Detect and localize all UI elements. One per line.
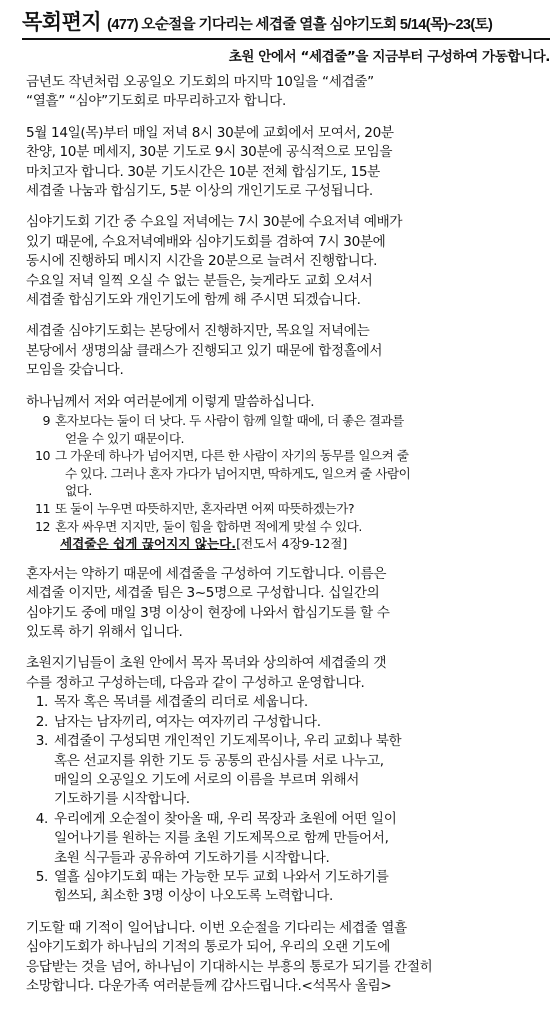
step-number: 1. [35,694,48,711]
step-item [26,732,546,810]
scripture-passage [26,412,546,553]
verse-text [55,518,362,536]
step-item [26,810,546,868]
paragraph-line: 혼자서는 약하기 때문에 세겹줄을 구성하여 기도합니다. 이름은 [26,565,387,582]
step-number: 4. [35,810,48,827]
paragraph-line: 있도록 하기 위해서 입니다. [26,624,183,641]
step-item [26,868,546,907]
step-text [54,810,397,868]
step-text [54,868,389,907]
scripture-intro: 하나님께서 저와 여러분에게 이렇게 말씀하십니다. [26,393,315,410]
verse-text [55,500,354,518]
step-text [54,693,308,712]
verse-line: 수 있다. 그러나 혼자 가다가 넘어지면, 딱하게도, 일으켜 줄 사람이 [65,465,411,481]
step-number: 2. [35,713,48,730]
paragraph-line: 5월 14일(목)부터 매일 저녁 8시 30분에 교회에서 모여서, 20분 [26,124,394,141]
step-line: 우리에게 오순절이 찾아올 때, 우리 목장과 초원에 어떤 일이 [54,810,397,827]
paragraph-team-size [26,565,546,643]
paragraph-line: 세겹줄 합심기도와 개인기도에 함께 해 주시면 되겠습니다. [26,292,361,309]
verse-closing-line [26,535,546,553]
paragraph-line: 심야기도 중에 매일 3명 이상이 현장에 나와서 합심기도를 할 수 [26,604,390,621]
paragraph-line: 심야기도회가 하나님의 기적의 통로가 되어, 우리의 오랜 기도에 [26,939,391,956]
letter-header [22,6,550,40]
step-number: 5. [35,868,48,885]
paragraph-closing [26,919,546,997]
verse-number: 12 [34,518,50,534]
paragraph-schedule [26,124,546,202]
step-item [26,693,546,712]
verse-line: 없다. [65,483,92,499]
paragraph-line: 소망합니다. 다운가족 여러분들께 감사드립니다.<석목사 올림> [26,977,392,994]
paragraph-intro [26,73,546,112]
step-line: 열흘 심야기도회 때는 가능한 모두 교회 나와서 기도하기를 [54,868,389,885]
paragraph-line: 초원지기님들이 초원 안에서 목자 목녀와 상의하여 세겹줄의 갯 [26,655,387,672]
paragraph-line: 본당에서 생명의삶 클래스가 진행되고 있기 때문에 합정홀에서 [26,342,383,359]
verse-line: 혼자 싸우면 지지만, 둘이 힘을 합하면 적에게 맞설 수 있다. [55,518,362,534]
step-text [54,713,321,732]
scripture-verse [26,447,546,500]
paragraph-line: 동시에 진행하되 메시지 시간을 20분으로 늘려서 진행합니다. [26,253,378,270]
scripture-verse [26,412,546,447]
paragraph-line: “열흘” “심야”기도회로 마무리하고자 합니다. [26,93,286,110]
step-line: 힘쓰되, 최소한 3명 이상이 나오도록 노력합니다. [54,888,333,905]
letter-label: 목회편지 [22,11,102,34]
paragraph-line: 세겹줄 심야기도회는 본당에서 진행하지만, 목요일 저녁에는 [26,323,370,340]
paragraph-line: 수요일 저녁 일찍 오실 수 없는 분들은, 늦게라도 교회 오셔서 [26,272,373,289]
step-line: 혹은 선교지를 위한 기도 등 공통의 관심사를 서로 나누고, [54,752,384,769]
step-text [54,732,401,810]
paragraph-location [26,322,546,380]
paragraph-line: 찬양, 10분 메세지, 30분 기도로 9시 30분에 공식적으로 모임을 [26,144,393,161]
step-line: 목자 혹은 목녀를 세겹줄의 리더로 세웁니다. [54,694,308,711]
verse-number: 9 [42,413,50,429]
paragraph-line: 수를 정하고 구성하는데, 다음과 같이 구성하고 운영합니다. [26,674,365,691]
paragraph-line: 모임을 갖습니다. [26,362,124,379]
paragraph-line: 응답받는 것을 넘어, 하나님이 기대하시는 부흥의 통로가 되기를 간절히 [26,958,433,975]
step-line: 초원 식구들과 공유하여 기도하기를 시작합니다. [54,849,330,866]
verse-line: 또 둘이 누우면 따뜻하지만, 혼자라면 어찌 따뜻하겠는가? [55,501,355,517]
verse-number: 10 [34,448,50,464]
paragraph-line: 기도할 때 기적이 일어납니다. 이번 오순절을 기다리는 세겹줄 열흘 [26,919,407,936]
scripture-verse [26,518,546,536]
step-line: 남자는 남자끼리, 여자는 여자끼리 구성합니다. [54,713,321,730]
paragraph-wednesday [26,213,546,310]
step-number: 3. [35,733,48,750]
step-line: 기도하기를 시작합니다. [54,791,190,808]
verse-reference: [전도서 4장9-12절] [236,536,348,552]
paragraph-line: 세겹줄 나눔과 합심기도, 5분 이상의 개인기도로 구성됩니다. [26,183,373,200]
verse-number: 11 [34,501,50,517]
letter-subheading: 초원 안에서 “세겹줄”을 지금부터 구성하여 가동합니다. [228,49,550,65]
paragraph-line: 금년도 작년처럼 오공일오 기도회의 마지막 10일을 “세겹줄” [26,74,374,90]
step-line: 세겹줄이 구성되면 개인적인 기도제목이나, 우리 교회나 북한 [54,733,402,750]
paragraph-line: 세겹줄 이지만, 세겹줄 팀은 3~5명으로 구성합니다. 십일간의 [26,585,380,602]
verse-line: 그 가운데 하나가 넘어지면, 다른 한 사람이 자기의 동무를 일으켜 줄 [55,448,409,464]
step-line: 일어나기를 원하는 지를 초원 기도제목으로 함께 만들어서, [54,830,389,847]
paragraph-line: 있기 때문에, 수요저녁예배와 심야기도회를 겸하여 7시 30분에 [26,233,386,250]
paragraph-line: 마치고자 합니다. 30분 기도시간은 10분 전체 합심기도, 15분 [26,163,380,180]
paragraph-steps-intro [26,654,546,693]
step-line: 매일의 오공일오 기도에 서로의 이름을 부르며 위해서 [54,771,360,788]
verse-line: 얻을 수 있기 때문이다. [65,430,185,446]
verse-emphasis: 세겹줄은 쉽게 끊어지지 않는다. [60,536,237,552]
verse-line: 혼자보다는 둘이 더 낫다. 두 사람이 함께 일할 때에, 더 좋은 결과를 [55,413,404,429]
scripture-verse [26,500,546,518]
verse-text [55,447,410,500]
step-item [26,713,546,732]
letter-title: (477) 오순절을 기다리는 세겹줄 열흘 심야기도회 5/14(목)~23(토) [107,17,493,33]
steps-list [26,693,546,906]
verse-text [55,412,404,447]
paragraph-line: 심야기도회 기간 중 수요일 저녁에는 7시 30분에 수요저녁 예배가 [26,214,403,231]
